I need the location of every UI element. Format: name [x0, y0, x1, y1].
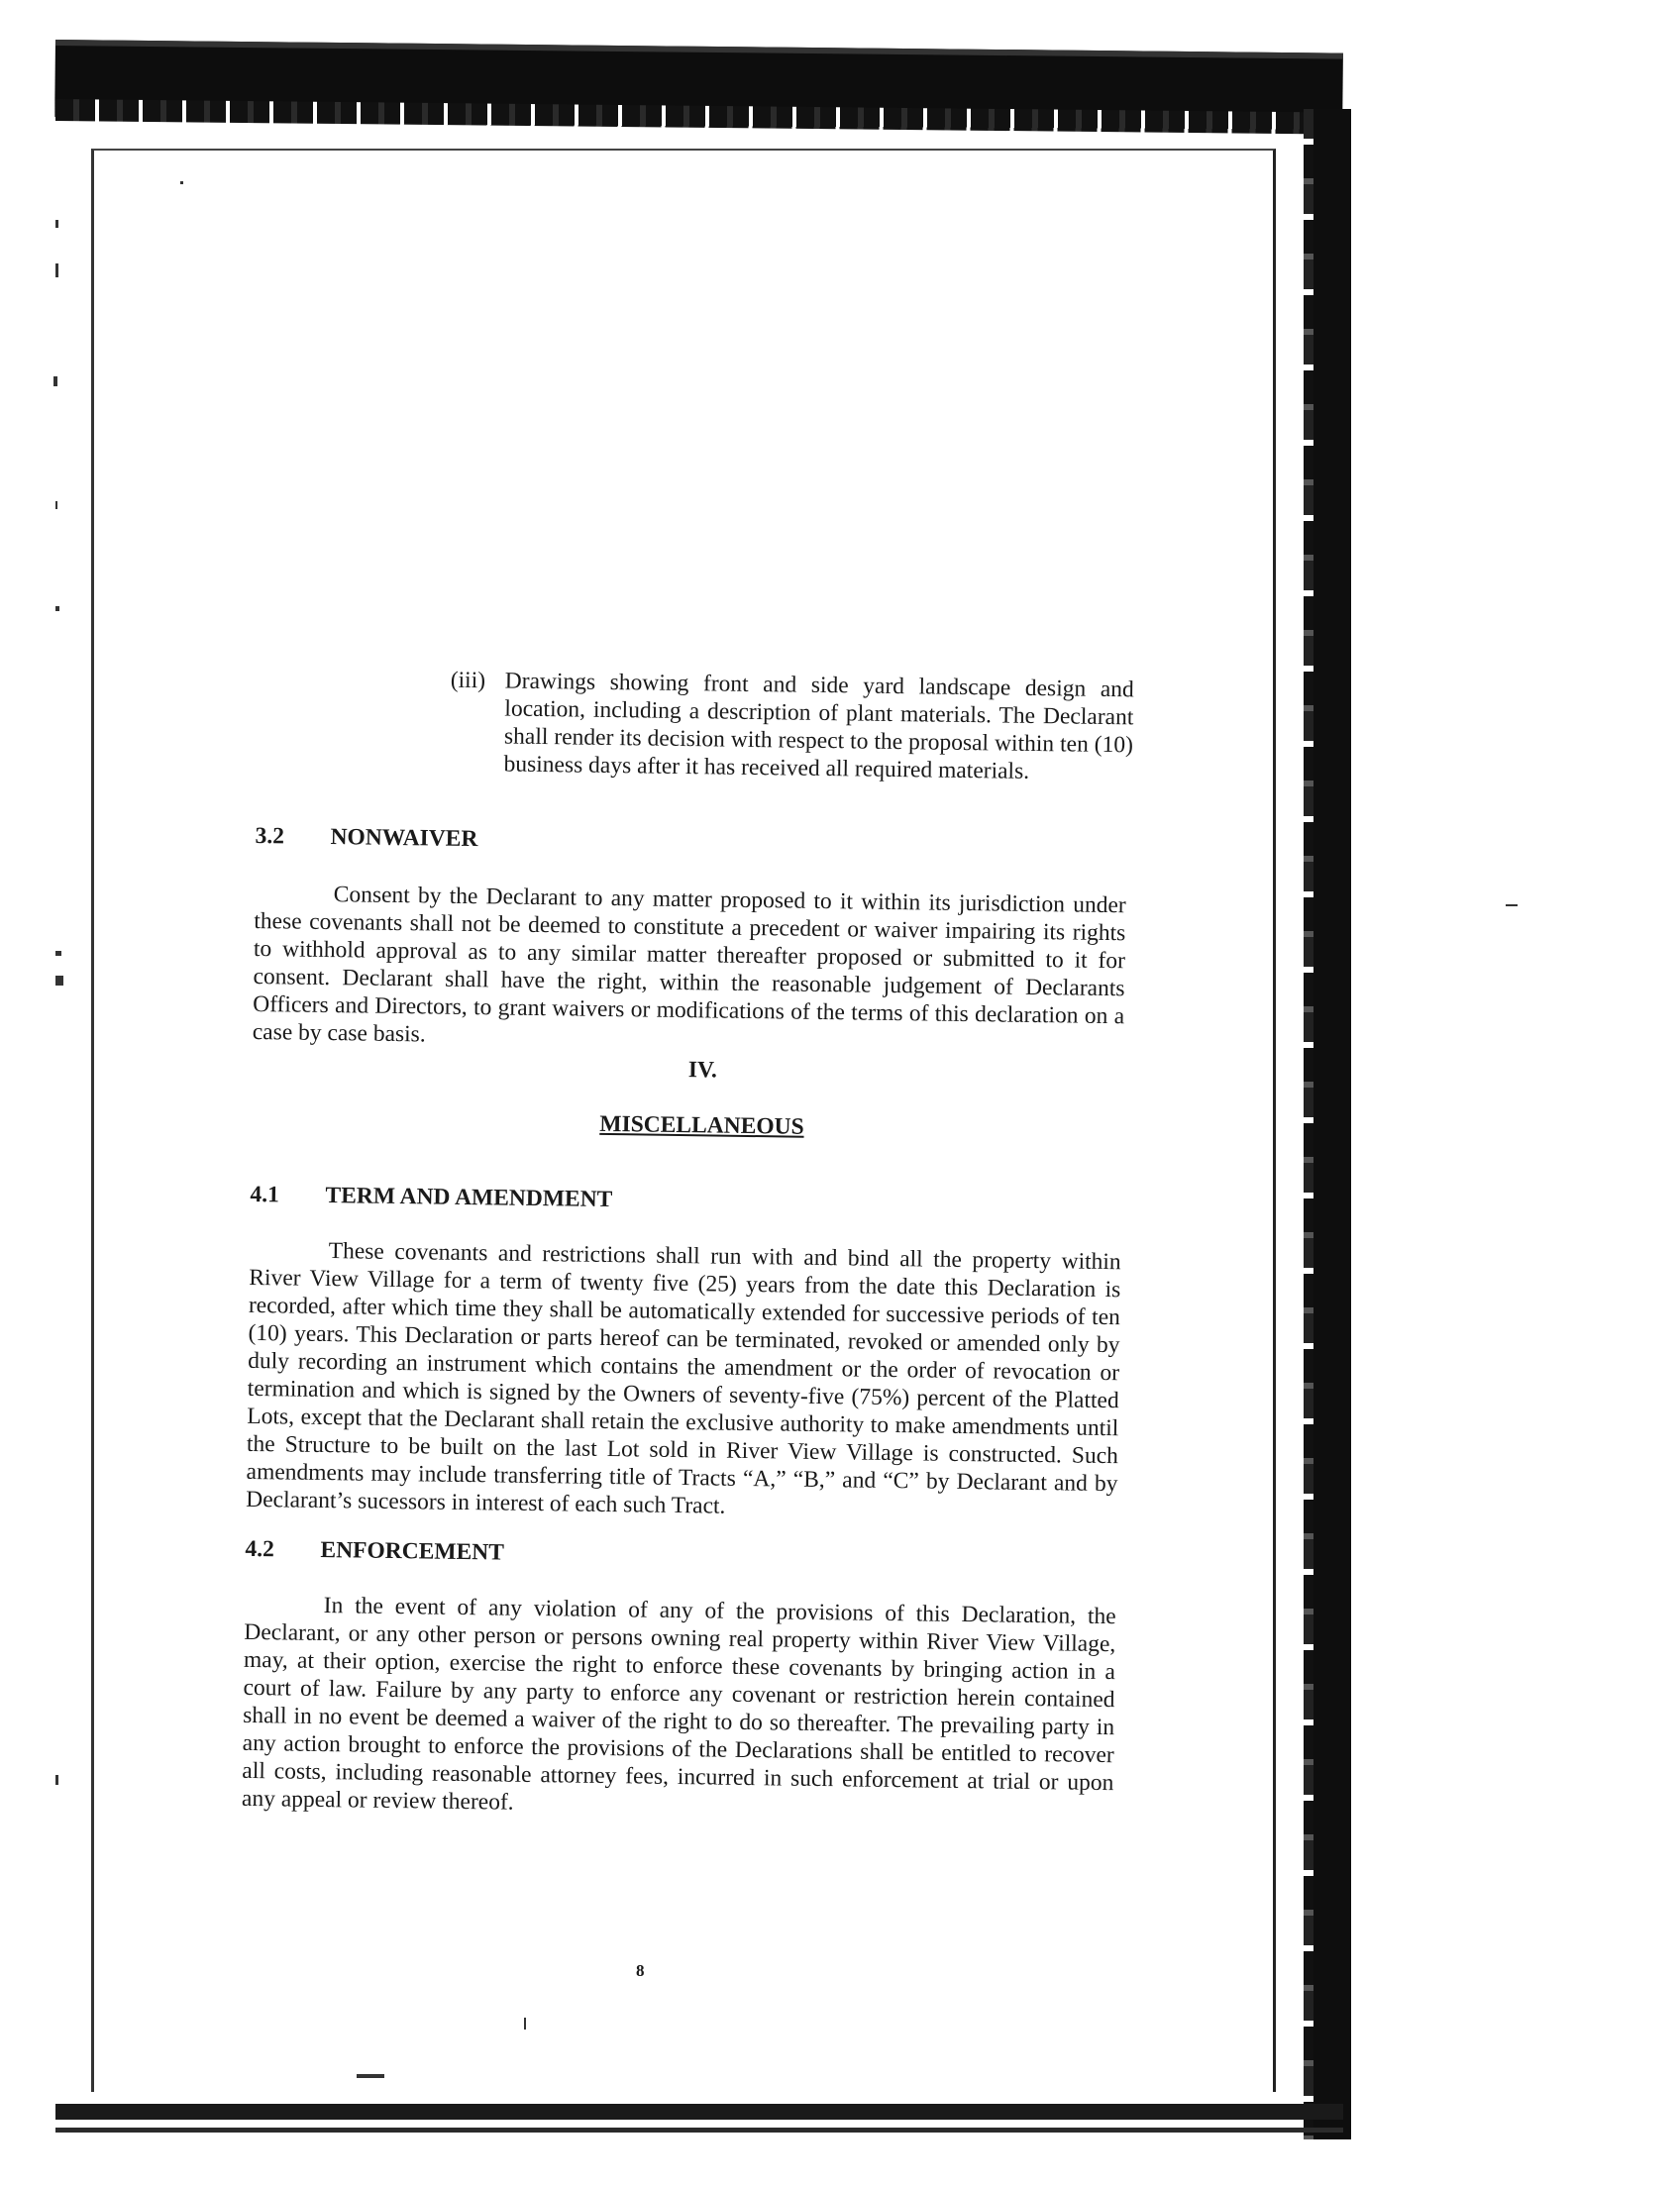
list-item-text: Drawings showing front and side yard landscape design and location, including a description of plant materials. The Declarant shall render its decision with respect to the proposal within ten (10) business days after it has received all required materials. [503, 668, 1134, 784]
scan-speck [1506, 904, 1518, 906]
section-number: 4.1 [250, 1181, 280, 1208]
scan-bottom-border [55, 2104, 1343, 2120]
scan-speck [55, 220, 58, 228]
scan-speck [357, 2074, 384, 2078]
section-paragraph-nonwaiver: Consent by the Declarant to any matter proposed to it within its jurisdiction under these covenants shall not be deemed to constitute a precedent or waiver impairing its rights to withhold approval as to any similar matter thereafter proposed or submitted to it for consent. Declarant shall have the right, within the reasonable judgement of Declarants Officers and Directors, to grant waivers or modifications of the terms of this declaration on a case by case basis. [252, 882, 1126, 1048]
section-heading-3-2 [255, 822, 1126, 862]
scan-speck [55, 951, 61, 956]
section-title: TERM AND AMENDMENT [325, 1183, 613, 1213]
scan-right-border [1310, 109, 1351, 2139]
scan-speck [53, 376, 57, 386]
list-item-number: (iii) [450, 667, 486, 694]
scan-bottom-line [55, 2128, 1343, 2133]
section-heading-4-2 [245, 1535, 1116, 1575]
scan-speck [55, 1775, 58, 1785]
document-body [241, 664, 1134, 1824]
page-number: 8 [636, 1961, 645, 1980]
scan-speck [55, 606, 59, 611]
section-title: NONWAIVER [330, 824, 478, 853]
section-title: ENFORCEMENT [320, 1536, 505, 1566]
article-title-text: MISCELLANEOUS [599, 1110, 804, 1140]
section-heading-4-1 [250, 1181, 1121, 1220]
section-number: 4.2 [245, 1535, 275, 1563]
scan-speck [55, 501, 57, 509]
section-paragraph-enforcement: In the event of any violation of any of the provisions of this Declaration, the Declarant, or any other person or persons owning real property within River View Village, may, at their option, exercise the right to enforce these covenants by bringing action in a court of law. Failure by any party to enforce any covenant or restriction herein contained shall in no event be deemed a waiver of the right to do so thereafter. The prevailing party in any action brought to enforce the provisions of the Declarations shall be entitled to recover all costs, including reasonable attorney fees, incurred in such enforcement at trial or upon any appeal or review thereof. [241, 1593, 1116, 1816]
article-title [251, 1105, 1122, 1145]
section-paragraph-term: These covenants and restrictions shall run with and bind all the property within River View Village for a term of twenty five (25) years from the date this Declaration is recorded, after which time they shall be automatically extended for successive periods of ten (10) years. This Declaration or parts hereof can be terminated, revoked or amended only by duly recording an instrument which contains the amendment or the order of revocation or termination and which is signed by the Owners of seventy-five (75%) percent of the Platted Lots, except that the Declarant shall retain the exclusive authority to make amendments until the Structure to be built on the last Lot sold in River View Village is constructed. Such amendments may include transferring title of Tracts “A,” “B,” and “C” by Declarant and by Declarant’s sucessors in interest of each such Tract. [246, 1238, 1121, 1519]
scan-speck [180, 181, 183, 184]
scan-speck [55, 263, 58, 277]
scan-speck [524, 2018, 526, 2030]
section-number: 3.2 [255, 822, 285, 850]
article-number: IV. [687, 1057, 717, 1084]
scan-speck [55, 976, 63, 986]
list-item-iii [449, 667, 1133, 787]
scan-right-border-edge [1304, 109, 1313, 2139]
